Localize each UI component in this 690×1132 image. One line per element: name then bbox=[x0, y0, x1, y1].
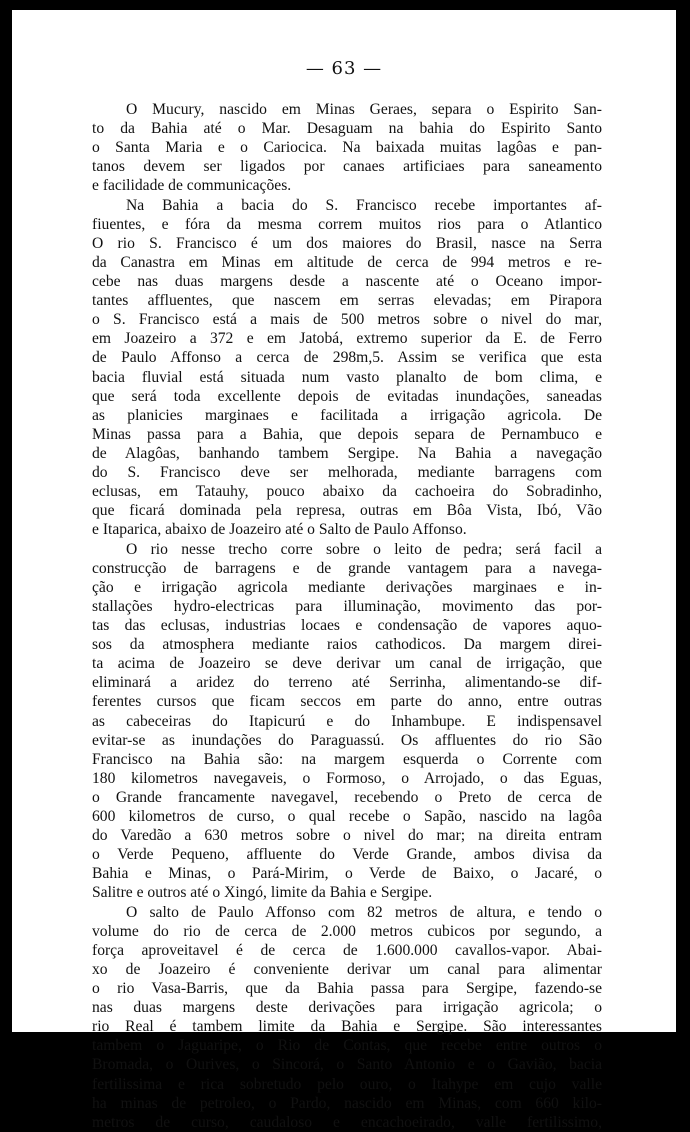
text-line: eclusas, em Tatauhy, pouco abaixo da cachoeira do Sobradinho, bbox=[92, 483, 602, 501]
text-line: O Mucury, nascido em Minas Geraes, separa o Espirito San- bbox=[126, 101, 602, 118]
text-line: 600 kilometros de curso, o qual recebe o Sapão, nascido na lagôa bbox=[92, 808, 602, 826]
text-line: metros de curso, caudaloso e encachoeirado, valle fertilissimo, bbox=[92, 1113, 602, 1131]
text-line: de Alagôas, banhando tambem Sergipe. Na Bahia a navegação bbox=[92, 444, 602, 462]
text-line: rio Real é tambem limite da Bahia e Sergipe. São interessantes bbox=[92, 1018, 602, 1036]
text-line: Francisco na Bahia são: na margem esquerda o Corrente com bbox=[92, 750, 602, 768]
text-line: e Itaparica, abaixo de Joazeiro até o Salto de Paulo Affonso. bbox=[92, 521, 467, 539]
text-line: tas das eclusas, industrias locaes e condensação de vapores aquo- bbox=[92, 616, 602, 634]
text-line: fertilissima e rica sobretudo pelo ouro, o Itahype em cujo valle bbox=[92, 1075, 602, 1093]
text-line: de Paulo Affonso a cerca de 298m,5. Assim se verifica que esta bbox=[92, 349, 602, 367]
text-line: Bromada, o Ourives, o Sincorá, o Santo Antonio e o Gavião, bacia bbox=[92, 1056, 602, 1074]
text-line: do S. Francisco deve ser melhorada, mediante barragens com bbox=[92, 464, 602, 482]
book-page bbox=[12, 10, 676, 1131]
paragraph bbox=[92, 903, 602, 1132]
text-line: stallações hydro-electricas para illuminação, movimento das por- bbox=[92, 597, 602, 615]
text-line: tanos devem ser ligados por canaes artificiaes para saneamento bbox=[92, 158, 602, 176]
text-line: o Grande francamente navegavel, recebendo o Preto de cerca de bbox=[92, 788, 602, 806]
text-line: cebe nas duas margens desde a nascente até o Oceano impor- bbox=[92, 272, 602, 290]
text-line: do Varedão a 630 metros sobre o nivel do mar; na direita entram bbox=[92, 827, 602, 845]
page-number: — 63 — bbox=[305, 58, 383, 79]
text-line: força aproveitavel é de cerca de 1.600.000 cavallos-vapor. Abai- bbox=[92, 941, 602, 959]
text-line: Minas passa para a Bahia, que depois separa de Pernambuco e bbox=[92, 425, 602, 443]
text-line: O salto de Paulo Affonso com 82 metros de altura, e tendo o bbox=[126, 903, 602, 921]
text-line: Na Bahia a bacia do S. Francisco recebe importantes af- bbox=[126, 196, 602, 214]
text-line: o S. Francisco está a mais de 500 metros sobre o nivel do mar, bbox=[92, 311, 602, 329]
text-line: xo de Joazeiro é conveniente derivar um canal para alimentar bbox=[92, 960, 602, 978]
text-line: o rio Vasa-Barris, que da Bahia passa para Sergipe, fazendo-se bbox=[92, 980, 602, 998]
text-line: eliminará a aridez do terreno até Serrinha, alimentando-se dif- bbox=[92, 674, 602, 692]
text-line: Salitre e outros até o Xingó, limite da Bahia e Sergipe. bbox=[92, 884, 433, 902]
text-line: nas duas margens deste derivações para irrigação agricola; o bbox=[92, 999, 602, 1017]
text-line: o Santa Maria e o Cariocica. Na baixada muitas lagôas e pan- bbox=[92, 139, 602, 157]
text-line: ferentes cursos que ficam seccos em parte do anno, entre outras bbox=[92, 693, 602, 711]
text-line: da Canastra em Minas em altitude de cerca de 994 metros e re- bbox=[92, 253, 602, 271]
text-line: que será toda excellente depois de evitadas inundações, saneadas bbox=[92, 387, 602, 405]
text-line: sos da atmosphera mediante raios cathodicos. Da margem direi- bbox=[92, 636, 602, 654]
text-line: fiuentes, e fóra da mesma correm muitos rios para o Atlantico bbox=[92, 215, 602, 233]
text-line: O rio S. Francisco é um dos maiores do Brasil, nasce na Serra bbox=[92, 234, 602, 252]
text-line: o Verde Pequeno, affluente do Verde Grande, ambos divisa da bbox=[92, 846, 602, 864]
text-line: em Joazeiro a 372 e em Jatobá, extremo superior da E. de Ferro bbox=[92, 330, 602, 348]
paragraph bbox=[92, 540, 602, 903]
text-line: tambem o Jaguaripe, o Rio de Contas, que recebe entre outros o bbox=[92, 1037, 602, 1055]
text-line: construcção de barragens e de grande vantagem para a navega- bbox=[92, 559, 602, 577]
text-line: Bahia e Minas, o Pará-Mirim, o Verde de Baixo, o Jacaré, o bbox=[92, 865, 602, 883]
body-text bbox=[92, 100, 602, 1132]
text-line: O rio nesse trecho corre sobre o leito de pedra; será facil a bbox=[126, 540, 602, 558]
text-line: ha minas de petroleo, o Pardo, nascido em Minas, com 660 kilo- bbox=[92, 1094, 602, 1112]
paragraph bbox=[92, 196, 602, 540]
text-line: que ficará dominada pela represa, outras em Bôa Vista, Ibó, Vão bbox=[92, 502, 602, 520]
text-line: evitar-se as inundações do Paraguassú. Os affluentes do rio São bbox=[92, 731, 602, 749]
text-line: as cabeceiras do Itapicurú e do Inhambupe. E indispensavel bbox=[92, 712, 602, 730]
text-line: 180 kilometros navegaveis, o Formoso, o Arrojado, o das Eguas, bbox=[92, 769, 602, 787]
paragraph bbox=[92, 100, 602, 196]
text-line: bacia fluvial está situada num vasto planalto de bom clima, e bbox=[92, 368, 602, 386]
text-line: ta acima de Joazeiro se deve derivar um canal de irrigação, que bbox=[92, 655, 602, 673]
text-line: ção e irrigação agricola mediante derivações marginaes e in- bbox=[92, 578, 602, 596]
text-line: as planicies marginaes e facilitada a irrigação agricola. De bbox=[92, 406, 602, 424]
text-line: tantes affluentes, que nascem em serras elevadas; em Pirapora bbox=[92, 292, 602, 310]
text-line: volume do rio de cerca de 2.000 metros cubicos por segundo, a bbox=[92, 922, 602, 940]
text-line: to da Bahia até o Mar. Desaguam na bahia do Espirito Santo bbox=[92, 120, 602, 138]
text-line: e facilidade de communicações. bbox=[92, 177, 292, 195]
